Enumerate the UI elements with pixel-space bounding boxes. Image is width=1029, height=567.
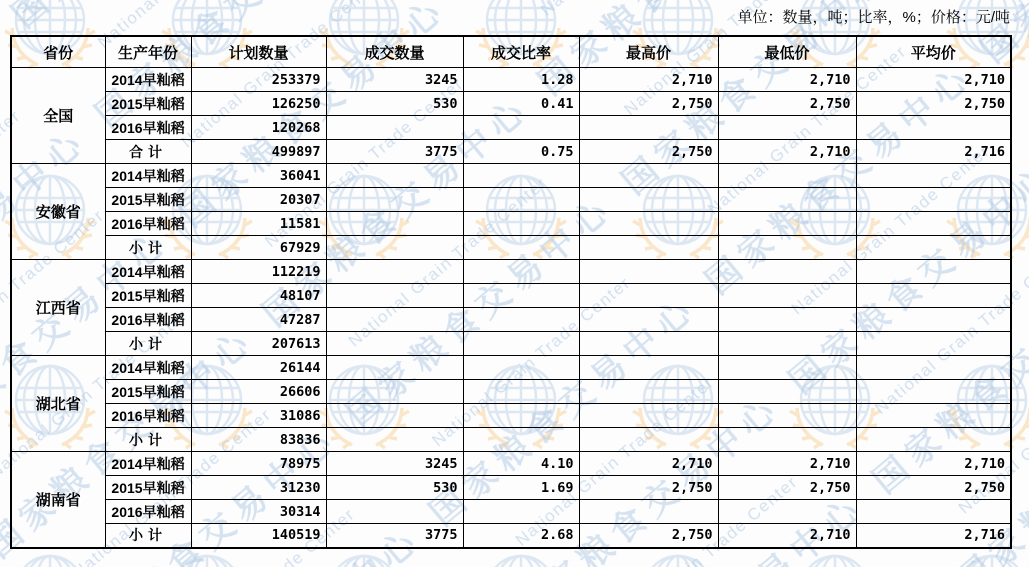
cell-plan: 78975 bbox=[191, 452, 326, 476]
cell-plan: 499897 bbox=[191, 140, 326, 164]
cell-ratio bbox=[463, 428, 579, 452]
cell-high bbox=[579, 332, 718, 356]
cell-low: 2,710 bbox=[718, 452, 856, 476]
cell-ratio bbox=[463, 164, 579, 188]
cell-avg bbox=[856, 500, 1011, 524]
cell-plan: 140519 bbox=[191, 524, 326, 548]
table-row bbox=[11, 452, 1011, 476]
table-row bbox=[11, 332, 1011, 356]
cell-low bbox=[718, 500, 856, 524]
table-header bbox=[11, 36, 1011, 68]
cell-plan: 83836 bbox=[191, 428, 326, 452]
column-header-6: 最低价 bbox=[718, 36, 856, 68]
cell-low: 2,710 bbox=[718, 140, 856, 164]
table-row bbox=[11, 356, 1011, 380]
cell-high bbox=[579, 260, 718, 284]
cell-low bbox=[718, 380, 856, 404]
cell-ratio bbox=[463, 356, 579, 380]
cell-year: 2015早籼稻 bbox=[105, 284, 191, 308]
cell-year: 2016早籼稻 bbox=[105, 404, 191, 428]
cell-ratio bbox=[463, 332, 579, 356]
cell-year: 2015早籼稻 bbox=[105, 92, 191, 116]
column-header-2: 计划数量 bbox=[191, 36, 326, 68]
province-cell: 江西省 bbox=[11, 260, 105, 356]
cell-avg bbox=[856, 404, 1011, 428]
cell-avg bbox=[856, 356, 1011, 380]
cell-avg bbox=[856, 284, 1011, 308]
column-header-1: 生产年份 bbox=[105, 36, 191, 68]
cell-year: 2014早籼稻 bbox=[105, 452, 191, 476]
cell-low bbox=[718, 332, 856, 356]
cell-deal bbox=[326, 500, 463, 524]
cell-low bbox=[718, 428, 856, 452]
cell-low bbox=[718, 116, 856, 140]
cell-year: 2016早籼稻 bbox=[105, 116, 191, 140]
cell-plan: 112219 bbox=[191, 260, 326, 284]
cell-ratio: 2.68 bbox=[463, 524, 579, 548]
cell-plan: 26144 bbox=[191, 356, 326, 380]
column-header-0: 省份 bbox=[11, 36, 105, 68]
cell-year: 合计 bbox=[105, 140, 191, 164]
cell-ratio: 0.75 bbox=[463, 140, 579, 164]
table-row bbox=[11, 404, 1011, 428]
cell-avg: 2,750 bbox=[856, 476, 1011, 500]
cell-ratio bbox=[463, 284, 579, 308]
cell-avg bbox=[856, 308, 1011, 332]
cell-ratio: 4.10 bbox=[463, 452, 579, 476]
cell-plan: 31086 bbox=[191, 404, 326, 428]
cell-low: 2,710 bbox=[718, 524, 856, 548]
cell-deal: 3245 bbox=[326, 68, 463, 92]
cell-high bbox=[579, 428, 718, 452]
cell-year: 2016早籼稻 bbox=[105, 500, 191, 524]
cell-low bbox=[718, 260, 856, 284]
cell-plan: 31230 bbox=[191, 476, 326, 500]
cell-low bbox=[718, 356, 856, 380]
cell-ratio bbox=[463, 404, 579, 428]
cell-high bbox=[579, 500, 718, 524]
cell-high bbox=[579, 188, 718, 212]
cell-plan: 48107 bbox=[191, 284, 326, 308]
cell-deal bbox=[326, 356, 463, 380]
cell-deal: 530 bbox=[326, 476, 463, 500]
cell-year: 2016早籼稻 bbox=[105, 308, 191, 332]
cell-deal bbox=[326, 260, 463, 284]
cell-low bbox=[718, 308, 856, 332]
cell-low bbox=[718, 188, 856, 212]
cell-deal bbox=[326, 284, 463, 308]
cell-high: 2,750 bbox=[579, 92, 718, 116]
cell-high: 2,750 bbox=[579, 476, 718, 500]
table-row bbox=[11, 476, 1011, 500]
cell-low: 2,750 bbox=[718, 92, 856, 116]
table-row bbox=[11, 260, 1011, 284]
cell-deal bbox=[326, 404, 463, 428]
cell-ratio bbox=[463, 188, 579, 212]
cell-avg bbox=[856, 164, 1011, 188]
unit-note: 单位：数量，吨；比率，%；价格：元/吨 bbox=[737, 9, 1010, 26]
cell-deal bbox=[326, 380, 463, 404]
cell-high bbox=[579, 284, 718, 308]
table-row bbox=[11, 428, 1011, 452]
cell-low: 2,710 bbox=[718, 68, 856, 92]
cell-low bbox=[718, 236, 856, 260]
table-row bbox=[11, 284, 1011, 308]
cell-low bbox=[718, 212, 856, 236]
cell-ratio bbox=[463, 500, 579, 524]
cell-high bbox=[579, 380, 718, 404]
cell-plan: 30314 bbox=[191, 500, 326, 524]
province-cell: 安徽省 bbox=[11, 164, 105, 260]
cell-year: 小计 bbox=[105, 236, 191, 260]
cell-ratio bbox=[463, 212, 579, 236]
cell-low bbox=[718, 404, 856, 428]
cell-plan: 20307 bbox=[191, 188, 326, 212]
table-row bbox=[11, 524, 1011, 548]
cell-year: 2015早籼稻 bbox=[105, 476, 191, 500]
table-body bbox=[11, 68, 1011, 548]
table-row bbox=[11, 140, 1011, 164]
cell-deal bbox=[326, 308, 463, 332]
cell-high: 2,750 bbox=[579, 524, 718, 548]
table-row bbox=[11, 188, 1011, 212]
cell-avg bbox=[856, 236, 1011, 260]
cell-high: 2,710 bbox=[579, 68, 718, 92]
table-row bbox=[11, 164, 1011, 188]
cell-avg bbox=[856, 212, 1011, 236]
table-row bbox=[11, 380, 1011, 404]
cell-plan: 36041 bbox=[191, 164, 326, 188]
cell-plan: 253379 bbox=[191, 68, 326, 92]
cell-plan: 47287 bbox=[191, 308, 326, 332]
cell-deal: 3775 bbox=[326, 140, 463, 164]
header-row bbox=[11, 36, 1011, 68]
cell-avg: 2,716 bbox=[856, 140, 1011, 164]
cell-deal bbox=[326, 428, 463, 452]
cell-plan: 120268 bbox=[191, 116, 326, 140]
cell-deal: 3245 bbox=[326, 452, 463, 476]
column-header-4: 成交比率 bbox=[463, 36, 579, 68]
cell-year: 2015早籼稻 bbox=[105, 380, 191, 404]
cell-low: 2,750 bbox=[718, 476, 856, 500]
cell-plan: 26606 bbox=[191, 380, 326, 404]
cell-avg bbox=[856, 188, 1011, 212]
column-header-3: 成交数量 bbox=[326, 36, 463, 68]
cell-plan: 67929 bbox=[191, 236, 326, 260]
cell-avg: 2,716 bbox=[856, 524, 1011, 548]
cell-ratio: 1.69 bbox=[463, 476, 579, 500]
auction-results-table bbox=[10, 35, 1012, 549]
cell-year: 小计 bbox=[105, 524, 191, 548]
table-row bbox=[11, 116, 1011, 140]
cell-avg bbox=[856, 260, 1011, 284]
table-row bbox=[11, 236, 1011, 260]
cell-year: 2014早籼稻 bbox=[105, 164, 191, 188]
cell-low bbox=[718, 164, 856, 188]
cell-high bbox=[579, 308, 718, 332]
cell-year: 2016早籼稻 bbox=[105, 212, 191, 236]
cell-deal bbox=[326, 236, 463, 260]
table-row bbox=[11, 500, 1011, 524]
cell-ratio bbox=[463, 116, 579, 140]
province-cell: 湖北省 bbox=[11, 356, 105, 452]
column-header-7: 平均价 bbox=[856, 36, 1011, 68]
cell-avg bbox=[856, 428, 1011, 452]
province-cell: 湖南省 bbox=[11, 452, 105, 548]
cell-ratio bbox=[463, 260, 579, 284]
cell-high bbox=[579, 116, 718, 140]
cell-low bbox=[718, 284, 856, 308]
cell-avg: 2,710 bbox=[856, 68, 1011, 92]
cell-deal bbox=[326, 212, 463, 236]
cell-ratio: 0.41 bbox=[463, 92, 579, 116]
cell-plan: 126250 bbox=[191, 92, 326, 116]
cell-year: 2014早籼稻 bbox=[105, 260, 191, 284]
table-row bbox=[11, 68, 1011, 92]
cell-avg bbox=[856, 116, 1011, 140]
table-row bbox=[11, 92, 1011, 116]
cell-deal bbox=[326, 164, 463, 188]
cell-ratio bbox=[463, 308, 579, 332]
cell-high bbox=[579, 212, 718, 236]
cell-high: 2,710 bbox=[579, 452, 718, 476]
cell-ratio bbox=[463, 236, 579, 260]
table-row bbox=[11, 212, 1011, 236]
cell-deal bbox=[326, 332, 463, 356]
cell-deal bbox=[326, 116, 463, 140]
cell-avg bbox=[856, 380, 1011, 404]
cell-deal: 3775 bbox=[326, 524, 463, 548]
cell-year: 2015早籼稻 bbox=[105, 188, 191, 212]
cell-ratio: 1.28 bbox=[463, 68, 579, 92]
cell-ratio bbox=[463, 380, 579, 404]
cell-high bbox=[579, 164, 718, 188]
cell-year: 2014早籼稻 bbox=[105, 356, 191, 380]
cell-year: 小计 bbox=[105, 332, 191, 356]
province-cell: 全国 bbox=[11, 68, 105, 164]
cell-high bbox=[579, 404, 718, 428]
cell-deal: 530 bbox=[326, 92, 463, 116]
cell-high bbox=[579, 356, 718, 380]
cell-year: 小计 bbox=[105, 428, 191, 452]
cell-avg: 2,710 bbox=[856, 452, 1011, 476]
cell-high bbox=[579, 236, 718, 260]
cell-year: 2014早籼稻 bbox=[105, 68, 191, 92]
cell-high: 2,750 bbox=[579, 140, 718, 164]
cell-plan: 11581 bbox=[191, 212, 326, 236]
table-row bbox=[11, 308, 1011, 332]
cell-plan: 207613 bbox=[191, 332, 326, 356]
column-header-5: 最高价 bbox=[579, 36, 718, 68]
cell-deal bbox=[326, 188, 463, 212]
cell-avg bbox=[856, 332, 1011, 356]
cell-avg: 2,750 bbox=[856, 92, 1011, 116]
